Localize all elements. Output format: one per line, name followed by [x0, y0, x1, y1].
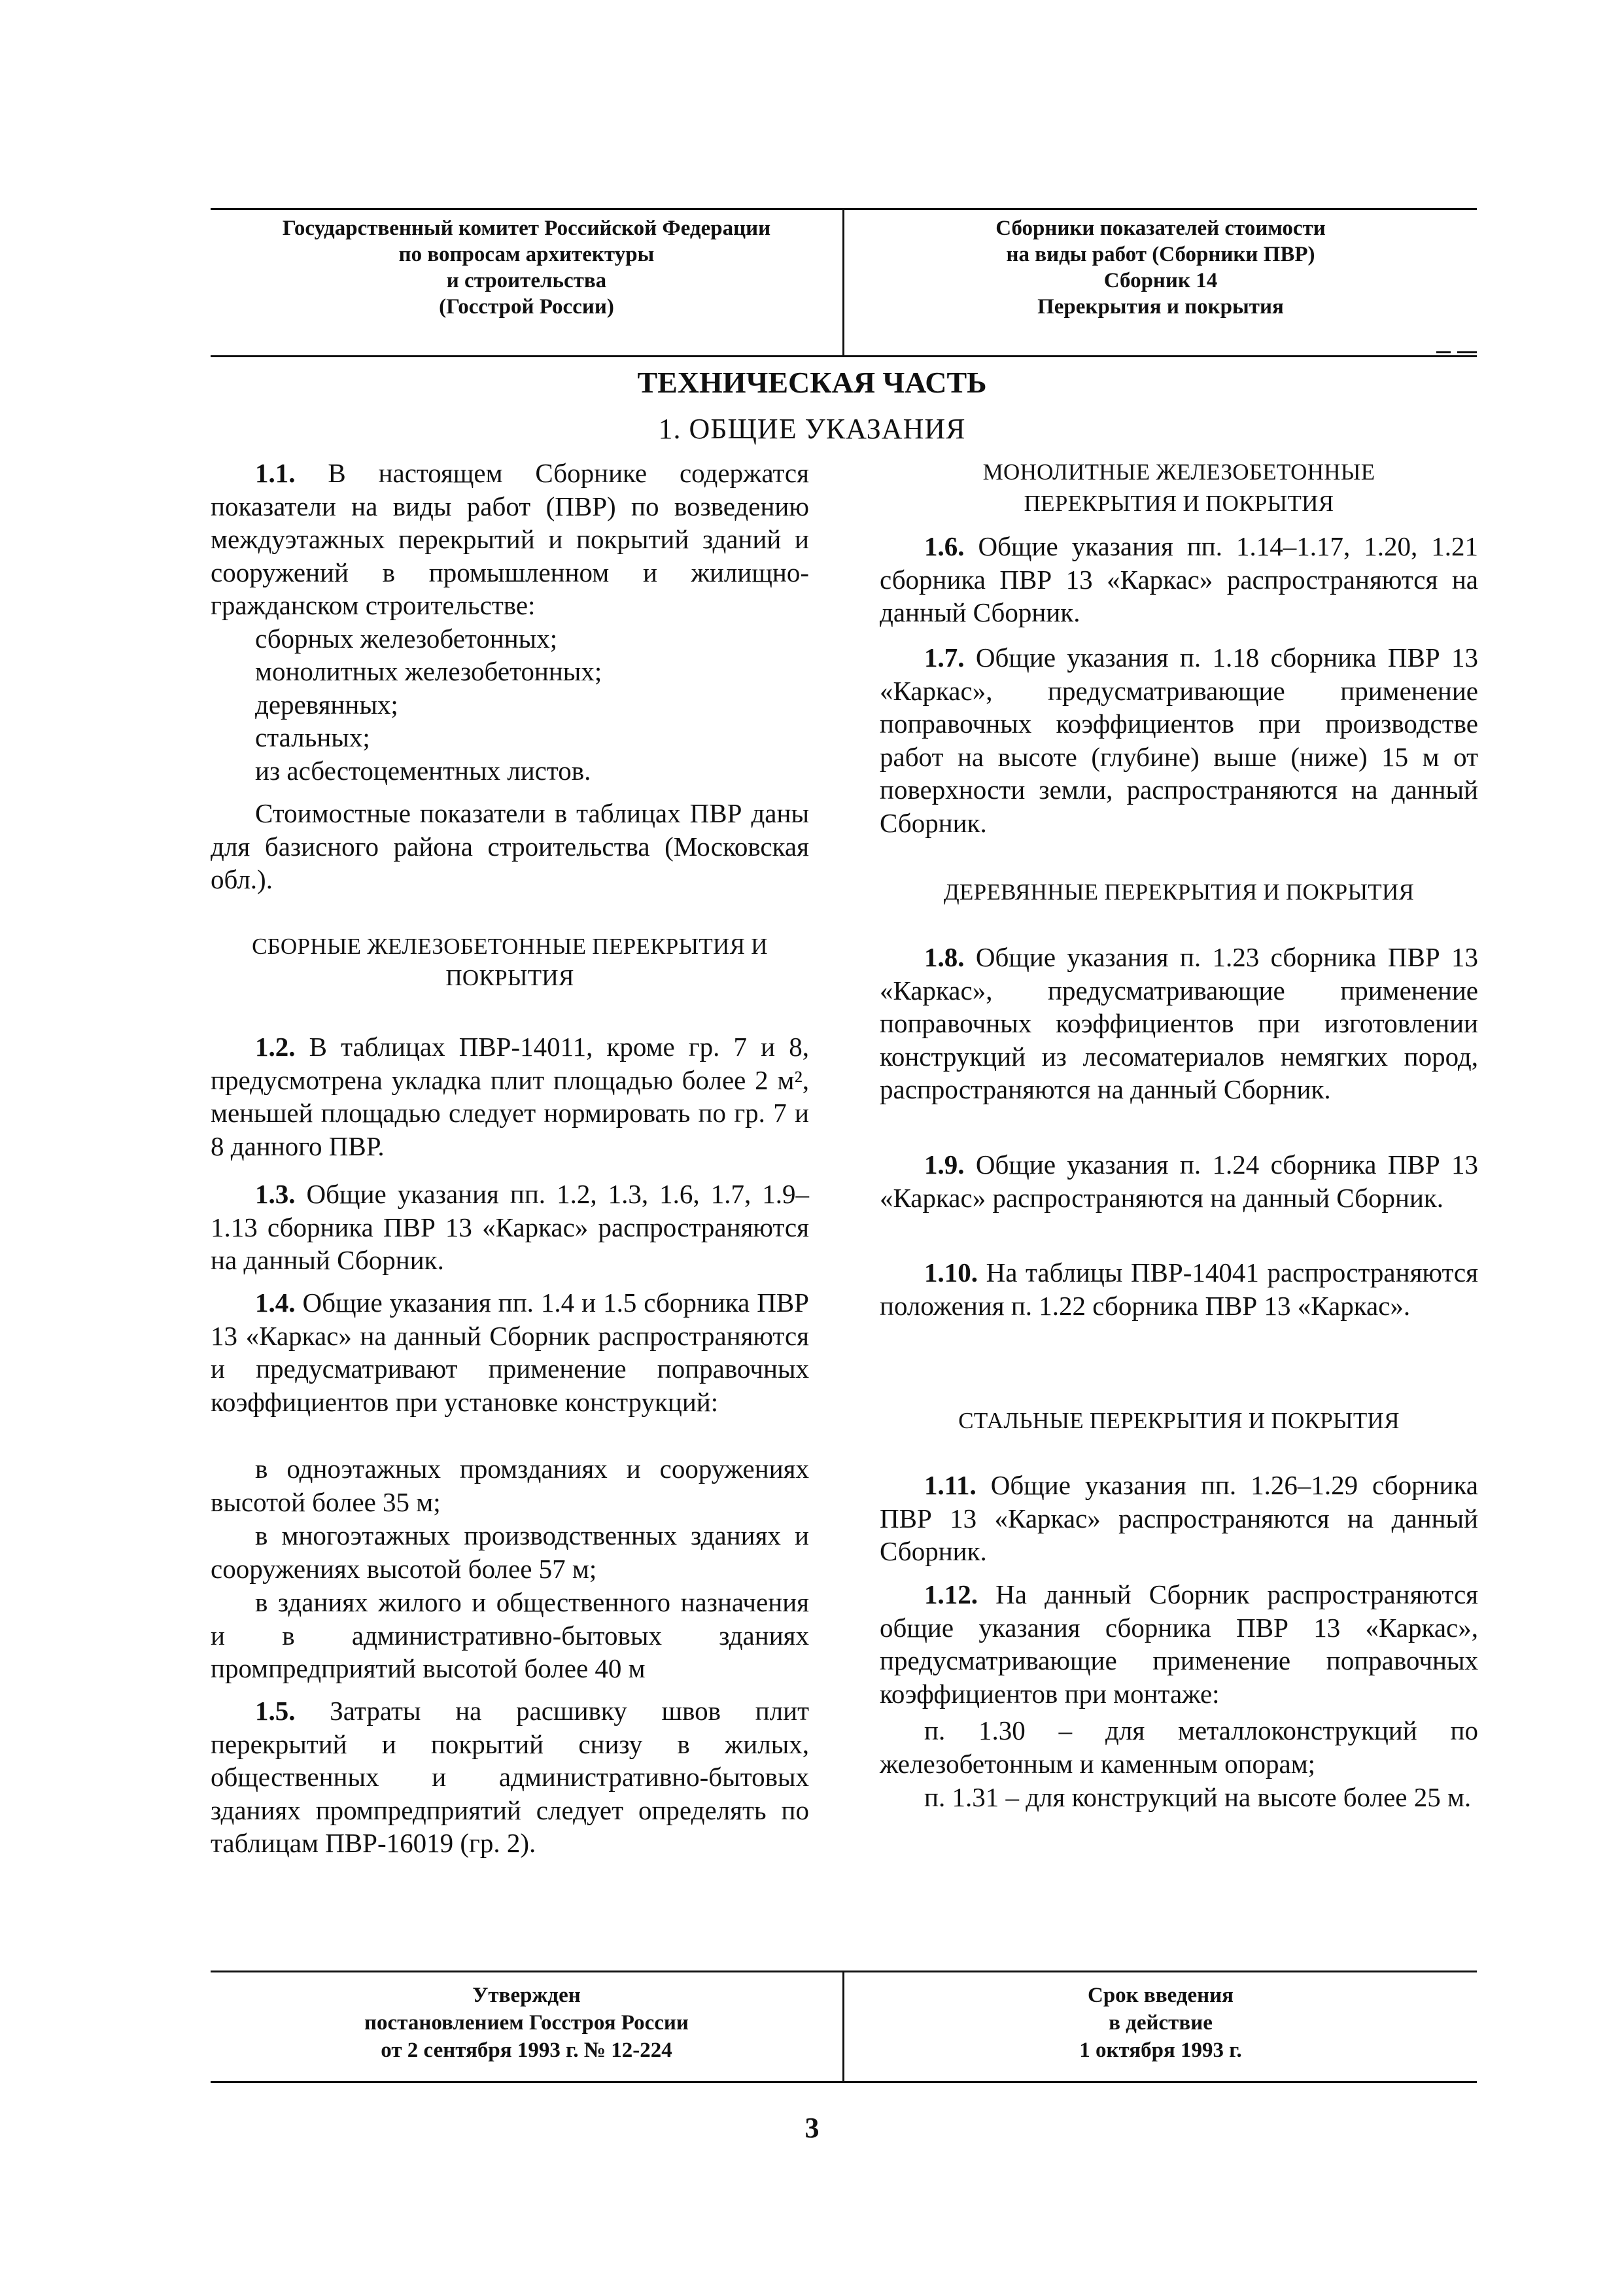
paragraph-number: 1.4.	[255, 1288, 296, 1318]
paragraph-1-5	[211, 1694, 809, 1860]
paragraph-text: Общие указания п. 1.23 сборника ПВР 13 «Каркас», предусматривающие применение поправочных коэффициентов при изготовлении конструкций из лесоматериалов немягких пород, распространяются на данный Сборник.	[880, 942, 1478, 1104]
footer-box	[211, 1971, 1477, 2083]
subsection-heading-steel: СТАЛЬНЫЕ ПЕРЕКРЫТИЯ И ПОКРЫТИЯ	[958, 1408, 1400, 1433]
paragraph-1-12-b: п. 1.31 – для конструкций на высоте более 25 м.	[924, 1782, 1472, 1812]
paragraph-text: Общие указания п. 1.18 сборника ПВР 13 «Каркас», предусматривающие применение поправочных коэффициентов при производстве работ на высоте (глубине) выше (ниже) 15 м от поверхности земли, распространяются на данный Сборник.	[880, 642, 1478, 838]
paragraph-text: На данный Сборник распространяются общие указания сборника ПВР 13 «Каркас», предусматривающие применение поправочных коэффициентов при монтаже:	[880, 1579, 1478, 1709]
header-collection-line: Сборники показателей стоимости	[995, 217, 1326, 240]
paragraph-1-6	[880, 530, 1478, 629]
paragraph-1-8	[880, 941, 1478, 1106]
list-item: стальных;	[255, 722, 370, 752]
paragraph-cost: Стоимостные показатели в таблицах ПВР даны для базисного района строительства (Московская обл.).	[211, 798, 809, 894]
paragraph-text: Общие указания пп. 1.14–1.17, 1.20, 1.21 сборника ПВР 13 «Каркас» распространяются на данный Сборник.	[880, 531, 1478, 627]
subsection-heading-wood: ДЕРЕВЯННЫЕ ПЕРЕКРЫТИЯ И ПОКРЫТИЯ	[943, 879, 1415, 905]
paragraph-text: Затраты на расшивку швов плит перекрытий и покрытий снизу в жилых, общественных и административно-бытовых зданиях промпредприятий следует определять по таблицам ПВР-16019 (гр. 2).	[211, 1696, 809, 1858]
paragraph-text: Общие указания пп. 1.26–1.29 сборника ПВР 13 «Каркас» распространяются на данный Сборник.	[880, 1470, 1478, 1566]
list-item: из асбестоцементных листов.	[255, 756, 591, 786]
paragraph-number: 1.10.	[924, 1257, 978, 1288]
page-number: 3	[804, 2112, 820, 2144]
footer-effective-date	[844, 1982, 1477, 2064]
header-box	[211, 208, 1477, 357]
paragraph-1-10	[880, 1256, 1478, 1322]
paragraph-text: На таблицы ПВР-14041 распространяются положения п. 1.22 сборника ПВР 13 «Каркас».	[880, 1257, 1478, 1321]
paragraph-number: 1.9.	[924, 1149, 965, 1180]
paragraph-text: В настоящем Сборнике содержатся показатели на виды работ (ПВР) по возведению междуэтажных перекрытий и покрытий зданий и сооружений в промышленном и жилищно-гражданском строительстве:	[211, 458, 809, 620]
paragraph-1-9	[880, 1148, 1478, 1214]
paragraph-1-4-a: в одноэтажных промзданиях и сооружениях высотой более 35 м;	[211, 1454, 809, 1517]
paragraph-number: 1.12.	[924, 1579, 978, 1609]
paragraph-1-4-b: в многоэтажных производственных зданиях и сооружениях высотой более 57 м;	[211, 1520, 809, 1584]
header-issuer-line: Государственный комитет Российской Федерации	[282, 217, 771, 240]
header-dash	[1436, 351, 1451, 353]
header-collection	[844, 215, 1477, 320]
subsection-heading-prefab	[211, 931, 809, 994]
header-issuer-line: по вопросам архитектуры	[398, 243, 655, 266]
footer-approval-line: от 2 сентября 1993 г. № 12-224	[381, 2039, 672, 2062]
header-issuer-line: (Госстрой России)	[439, 295, 614, 319]
list-item: сборных железобетонных;	[255, 623, 558, 654]
subsection-heading-line: ПЕРЕКРЫТИЯ И ПОКРЫТИЯ	[1024, 491, 1334, 516]
list-item: монолитных железобетонных;	[255, 656, 602, 686]
subsection-heading-line: ПОКРЫТИЯ	[445, 965, 574, 990]
section-title: ТЕХНИЧЕСКАЯ ЧАСТЬ	[637, 366, 987, 399]
paragraph-number: 1.2.	[255, 1032, 296, 1062]
section-subtitle: 1. ОБЩИЕ УКАЗАНИЯ	[658, 413, 966, 445]
paragraph-text: Общие указания пп. 1.2, 1.3, 1.6, 1.7, 1.9–1.13 сборника ПВР 13 «Каркас» распространяются на данный Сборник.	[211, 1179, 809, 1275]
paragraph-number: 1.8.	[924, 942, 965, 972]
subsection-heading-monolith	[880, 457, 1478, 519]
paragraph-number: 1.6.	[924, 531, 965, 561]
paragraph-1-12-a: п. 1.30 – для металлоконструкций по железобетонным и каменным опорам;	[880, 1715, 1478, 1779]
paragraph-1-4-c: в зданиях жилого и общественного назначения и в административно-бытовых зданиях промпредприятий высотой более 40 м	[211, 1587, 809, 1683]
paragraph-1-12	[880, 1578, 1478, 1710]
paragraph-number: 1.3.	[255, 1179, 296, 1209]
paragraph-text: Общие указания пп. 1.4 и 1.5 сборника ПВР 13 «Каркас» на данный Сборник распространяются и предусматривают применение поправочных коэффициентов при установке конструкций:	[211, 1288, 809, 1417]
header-collection-line: Перекрытия и покрытия	[1037, 295, 1284, 319]
paragraph-number: 1.5.	[255, 1696, 296, 1726]
paragraph-1-7	[880, 641, 1478, 839]
footer-approval-line: постановлением Госстроя России	[364, 2011, 689, 2035]
footer-effective-line: Срок введения	[1087, 1984, 1234, 2007]
subsection-heading-line: СБОРНЫЕ ЖЕЛЕЗОБЕТОННЫЕ ПЕРЕКРЫТИЯ И	[252, 934, 768, 959]
paragraph-1-3	[211, 1178, 809, 1277]
paragraph-1-11	[880, 1469, 1478, 1568]
list-item: деревянных;	[255, 690, 398, 720]
paragraph-text: Общие указания п. 1.24 сборника ПВР 13 «Каркас» распространяются на данный Сборник.	[880, 1149, 1478, 1213]
header-collection-line: на виды работ (Сборники ПВР)	[1006, 243, 1315, 266]
paragraph-text: В таблицах ПВР-14011, кроме гр. 7 и 8, предусмотрена укладка плит площадью более 2 м², меньшей площадью следует нормировать по гр. 7 и 8 данного ПВР.	[211, 1032, 809, 1161]
header-collection-line: Сборник 14	[1103, 269, 1218, 292]
header-dash	[1457, 351, 1477, 353]
paragraph-number: 1.1.	[255, 458, 296, 488]
header-issuer-line: и строительства	[446, 269, 607, 292]
footer-approval-line: Утвержден	[472, 1984, 581, 2007]
paragraph-1-2	[211, 1030, 809, 1163]
paragraph-number: 1.11.	[924, 1470, 976, 1500]
footer-effective-line: 1 октября 1993 г.	[1079, 2039, 1242, 2062]
footer-approval	[211, 1982, 842, 2064]
paragraph-1-4	[211, 1286, 809, 1418]
subsection-heading-line: МОНОЛИТНЫЕ ЖЕЛЕЗОБЕТОННЫЕ	[982, 459, 1375, 485]
footer-effective-line: в действие	[1109, 2011, 1213, 2035]
paragraph-1-1	[211, 457, 809, 622]
paragraph-number: 1.7.	[924, 642, 965, 673]
header-issuer	[211, 215, 842, 320]
